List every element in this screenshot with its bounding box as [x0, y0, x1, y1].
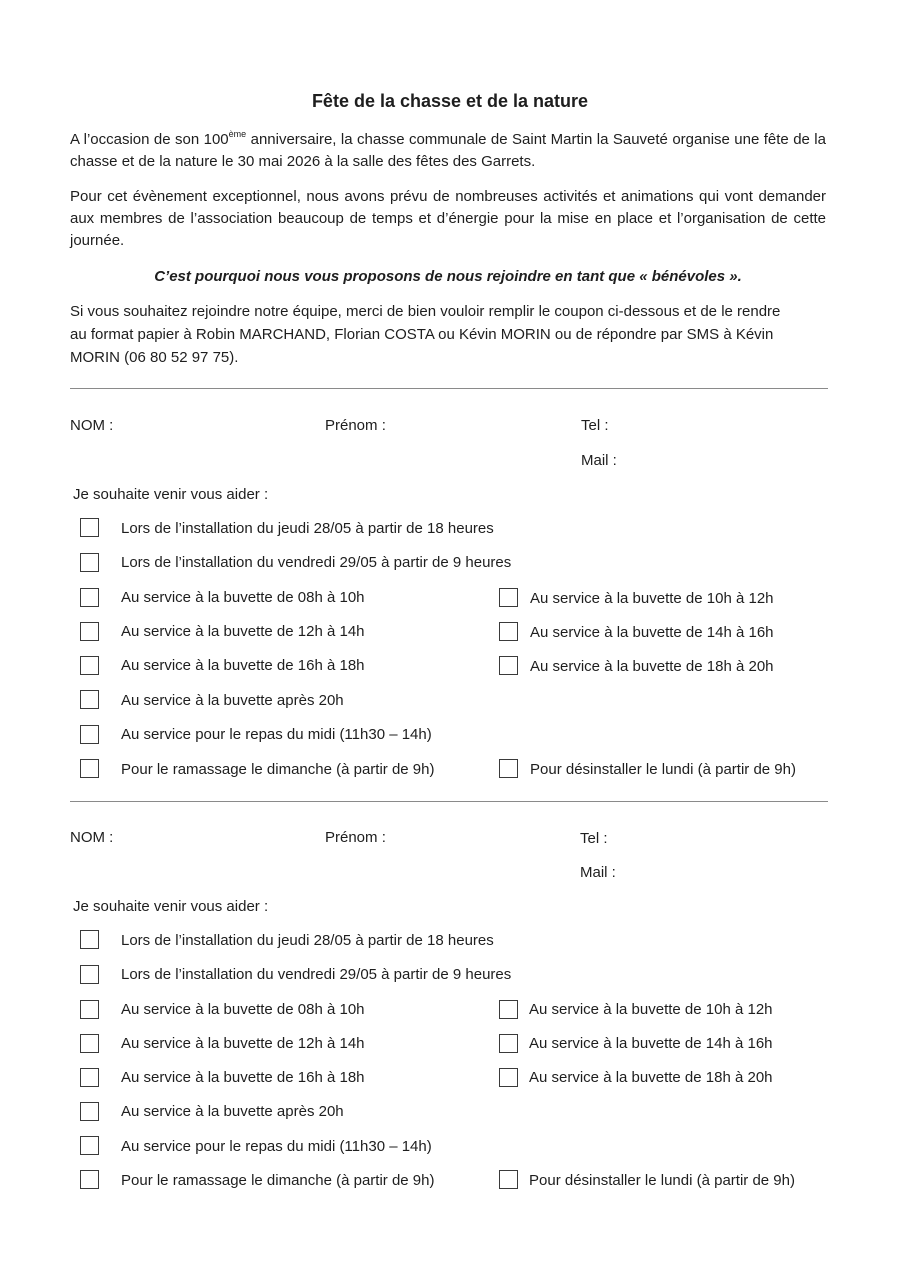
intro-text-2: anniversaire, la chasse communale de Saint Martin la Sauveté organise une fête de la chasse et de la nature le 30 mai 2026 à la salle des fêtes des Garrets. [70, 131, 826, 170]
option-buvette-12h-label: Au service à la buvette de 12h à 14h [121, 623, 365, 640]
checkbox-buvette-10h[interactable] [499, 588, 518, 607]
checkbox-jeudi[interactable] [80, 518, 99, 537]
option-buvette-16h-label: Au service à la buvette de 16h à 18h [121, 657, 365, 674]
checkbox-buvette-12h[interactable] [80, 622, 99, 641]
checkbox-dimanche[interactable] [80, 1170, 99, 1189]
option-buvette-20h-label: Au service à la buvette après 20h [121, 692, 344, 709]
option-buvette-08h-label: Au service à la buvette de 08h à 10h [121, 589, 365, 606]
option-lundi-label: Pour désinstaller le lundi (à partir de 9h) [530, 761, 796, 778]
option-buvette-18h-label: Au service à la buvette de 18h à 20h [530, 658, 774, 675]
prenom-field[interactable]: Prénom : [325, 829, 386, 846]
checkbox-buvette-08h[interactable] [80, 588, 99, 607]
option-vendredi-label: Lors de l’installation du vendredi 29/05 à partir de 9 heures [121, 554, 512, 571]
option-lundi-label: Pour désinstaller le lundi (à partir de 9h) [529, 1172, 795, 1189]
option-jeudi-label: Lors de l’installation du jeudi 28/05 à partir de 18 heures [121, 932, 494, 949]
cut-line [70, 801, 828, 802]
checkbox-buvette-18h[interactable] [499, 1068, 518, 1087]
option-buvette-20h-label: Au service à la buvette après 20h [121, 1103, 344, 1120]
page-title: Fête de la chasse et de la nature [311, 91, 589, 111]
checkbox-buvette-20h[interactable] [80, 1102, 99, 1121]
tel-field[interactable]: Tel : [581, 417, 609, 434]
volunteer-callout: C’est pourquoi nous vous proposons de nous rejoindre en tant que « bénévoles ». [154, 268, 742, 285]
option-dimanche-label: Pour le ramassage le dimanche (à partir de 9h) [121, 1172, 435, 1189]
mail-field[interactable]: Mail : [581, 452, 617, 469]
option-buvette-10h-label: Au service à la buvette de 10h à 12h [530, 590, 774, 607]
help-intro: Je souhaite venir vous aider : [73, 898, 269, 915]
option-buvette-08h-label: Au service à la buvette de 08h à 10h [121, 1001, 365, 1018]
checkbox-repas[interactable] [80, 725, 99, 744]
cut-line [70, 388, 828, 389]
checkbox-buvette-14h[interactable] [499, 1034, 518, 1053]
checkbox-buvette-16h[interactable] [80, 1068, 99, 1087]
checkbox-lundi[interactable] [499, 1170, 518, 1189]
option-buvette-14h-label: Au service à la buvette de 14h à 16h [530, 624, 774, 641]
option-buvette-18h-label: Au service à la buvette de 18h à 20h [529, 1069, 773, 1086]
event-paragraph: Pour cet évènement exceptionnel, nous avons prévu de nombreuses activités et animations qui vont demander aux membres de l’association beaucoup de temps et d’énergie pour la mise en place et l’organisation de cette journée. [70, 188, 826, 249]
mail-field[interactable]: Mail : [580, 864, 616, 881]
instructions-line-3: MORIN (06 80 52 97 75). [70, 349, 239, 366]
option-buvette-10h-label: Au service à la buvette de 10h à 12h [529, 1001, 773, 1018]
option-repas-label: Au service pour le repas du midi (11h30 – 14h) [121, 726, 432, 743]
checkbox-buvette-18h[interactable] [499, 656, 518, 675]
checkbox-repas[interactable] [80, 1136, 99, 1155]
help-intro: Je souhaite venir vous aider : [73, 486, 269, 503]
option-repas-label: Au service pour le repas du midi (11h30 – 14h) [121, 1138, 432, 1155]
prenom-field[interactable]: Prénom : [325, 417, 386, 434]
checkbox-buvette-16h[interactable] [80, 656, 99, 675]
checkbox-vendredi[interactable] [80, 965, 99, 984]
checkbox-dimanche[interactable] [80, 759, 99, 778]
instructions-line-2: au format papier à Robin MARCHAND, Florian COSTA ou Kévin MORIN ou de répondre par SMS à Kévin [70, 326, 774, 343]
checkbox-buvette-08h[interactable] [80, 1000, 99, 1019]
option-buvette-12h-label: Au service à la buvette de 12h à 14h [121, 1035, 365, 1052]
instructions-line-1: Si vous souhaitez rejoindre notre équipe, merci de bien vouloir remplir le coupon ci-dessous et de le rendre [70, 303, 781, 320]
checkbox-buvette-20h[interactable] [80, 690, 99, 709]
option-dimanche-label: Pour le ramassage le dimanche (à partir de 9h) [121, 761, 435, 778]
nom-field[interactable]: NOM : [70, 829, 114, 846]
checkbox-vendredi[interactable] [80, 553, 99, 572]
checkbox-lundi[interactable] [499, 759, 518, 778]
intro-text-1: A l’occasion de son 100 [70, 131, 229, 148]
checkbox-buvette-10h[interactable] [499, 1000, 518, 1019]
option-buvette-16h-label: Au service à la buvette de 16h à 18h [121, 1069, 365, 1086]
intro-paragraph [70, 129, 826, 173]
checkbox-buvette-14h[interactable] [499, 622, 518, 641]
option-buvette-14h-label: Au service à la buvette de 14h à 16h [529, 1035, 773, 1052]
checkbox-jeudi[interactable] [80, 930, 99, 949]
tel-field[interactable]: Tel : [580, 830, 608, 847]
nom-field[interactable]: NOM : [70, 417, 114, 434]
option-vendredi-label: Lors de l’installation du vendredi 29/05 à partir de 9 heures [121, 966, 512, 983]
option-jeudi-label: Lors de l’installation du jeudi 28/05 à partir de 18 heures [121, 520, 494, 537]
intro-superscript: ème [228, 129, 247, 139]
checkbox-buvette-12h[interactable] [80, 1034, 99, 1053]
